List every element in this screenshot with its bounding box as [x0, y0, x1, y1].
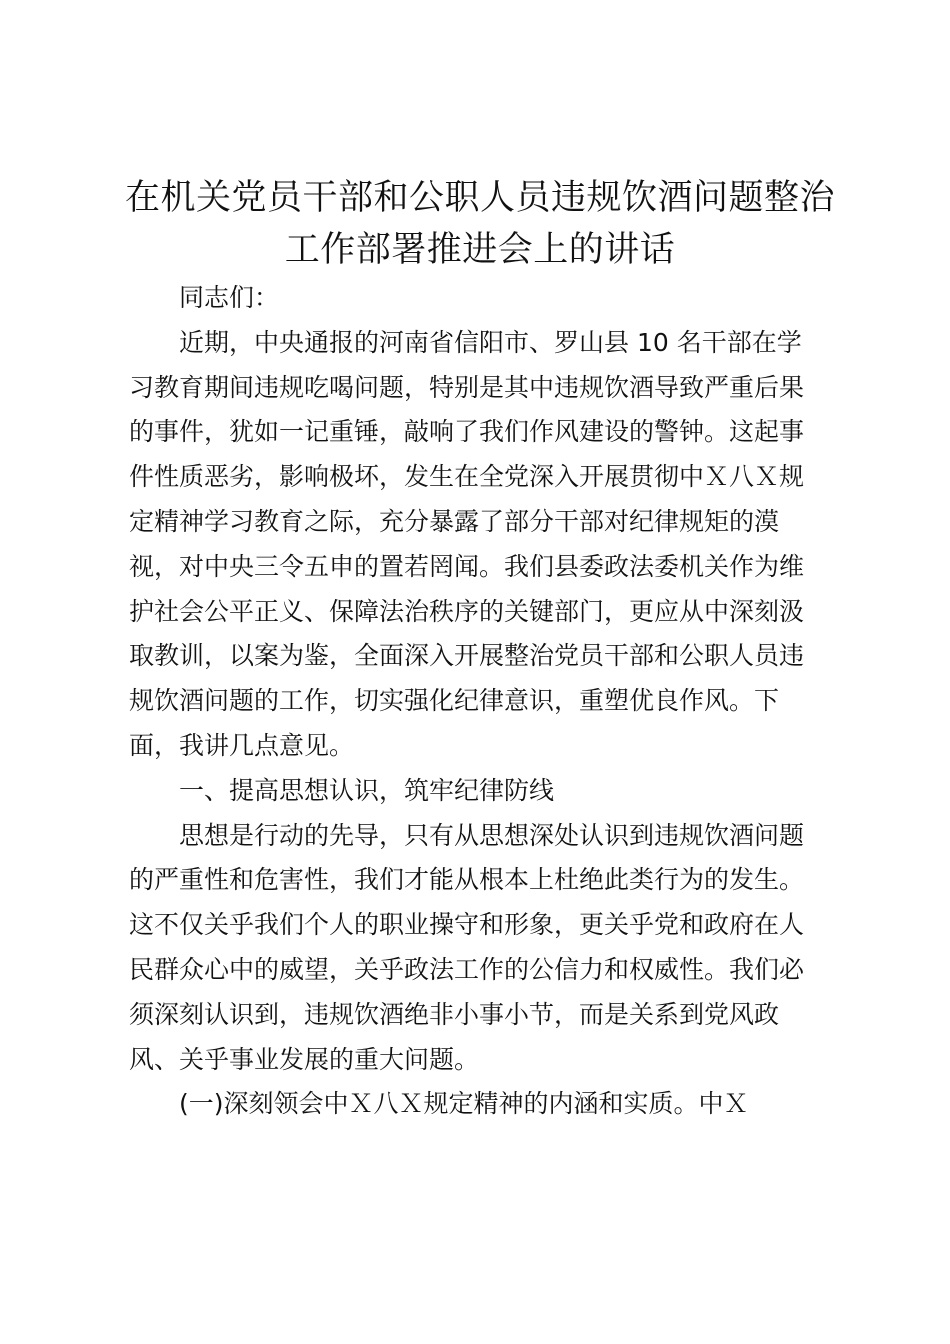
paragraph-1-line-3: 的事件，犹如一记重锤，敲响了我们作风建设的警钟。这起事 — [129, 417, 805, 447]
subsection-heading-1: (一)深刻领会中Ｘ八Ｘ规定精神的内涵和实质。中Ｘ — [179, 1089, 749, 1119]
document-body — [129, 276, 829, 1127]
section-heading-1: 一、提高思想认识，筑牢纪律防线 — [179, 775, 555, 805]
salutation: 同志们： — [179, 283, 280, 312]
paragraph-2-line-1: 思想是行动的先导，只有从思想深处认识到违规饮酒问题 — [179, 820, 805, 850]
paragraph-1-line-8: 取教训，以案为鉴，全面深入开展整治党员干部和公职人员违 — [129, 641, 805, 671]
paragraph-1-line-4: 件性质恶劣，影响极坏，发生在全党深入开展贯彻中Ｘ八Ｘ规 — [129, 462, 805, 492]
paragraph-1-line-9: 规饮酒问题的工作，切实强化纪律意识，重塑优良作风。下 — [129, 686, 780, 716]
paragraph-1-line-1: 近期，中央通报的河南省信阳市、罗山县 10 名干部在学 — [179, 327, 802, 357]
paragraph-2-line-5: 须深刻认识到，违规饮酒绝非小事小节，而是关系到党风政 — [129, 999, 780, 1029]
paragraph-2-line-2: 的严重性和危害性，我们才能从根本上杜绝此类行为的发生。 — [129, 865, 805, 895]
paragraph-2-line-3: 这不仅关乎我们个人的职业操守和形象，更关乎党和政府在人 — [129, 910, 805, 940]
title-line-2: 工作部署推进会上的讲话 — [284, 230, 676, 270]
document-title — [110, 172, 850, 276]
paragraph-1-line-7: 护社会公平正义、保障法治秩序的关键部门，更应从中深刻汲 — [129, 596, 805, 626]
title-line-1: 在机关党员干部和公职人员违规饮酒问题整治 — [124, 178, 835, 218]
paragraph-2-line-4: 民群众心中的威望，关乎政法工作的公信力和权威性。我们必 — [129, 954, 805, 984]
paragraph-1-line-10: 面，我讲几点意见。 — [129, 730, 355, 760]
paragraph-1-line-6: 视，对中央三令五申的置若罔闻。我们县委政法委机关作为维 — [129, 551, 805, 581]
paragraph-1-line-5: 定精神学习教育之际，充分暴露了部分干部对纪律规矩的漠 — [129, 506, 780, 536]
paragraph-2-line-6: 风、关乎事业发展的重大问题。 — [129, 1044, 480, 1074]
paragraph-1-line-2: 习教育期间违规吃喝问题，特别是其中违规饮酒导致严重后果 — [129, 372, 805, 402]
